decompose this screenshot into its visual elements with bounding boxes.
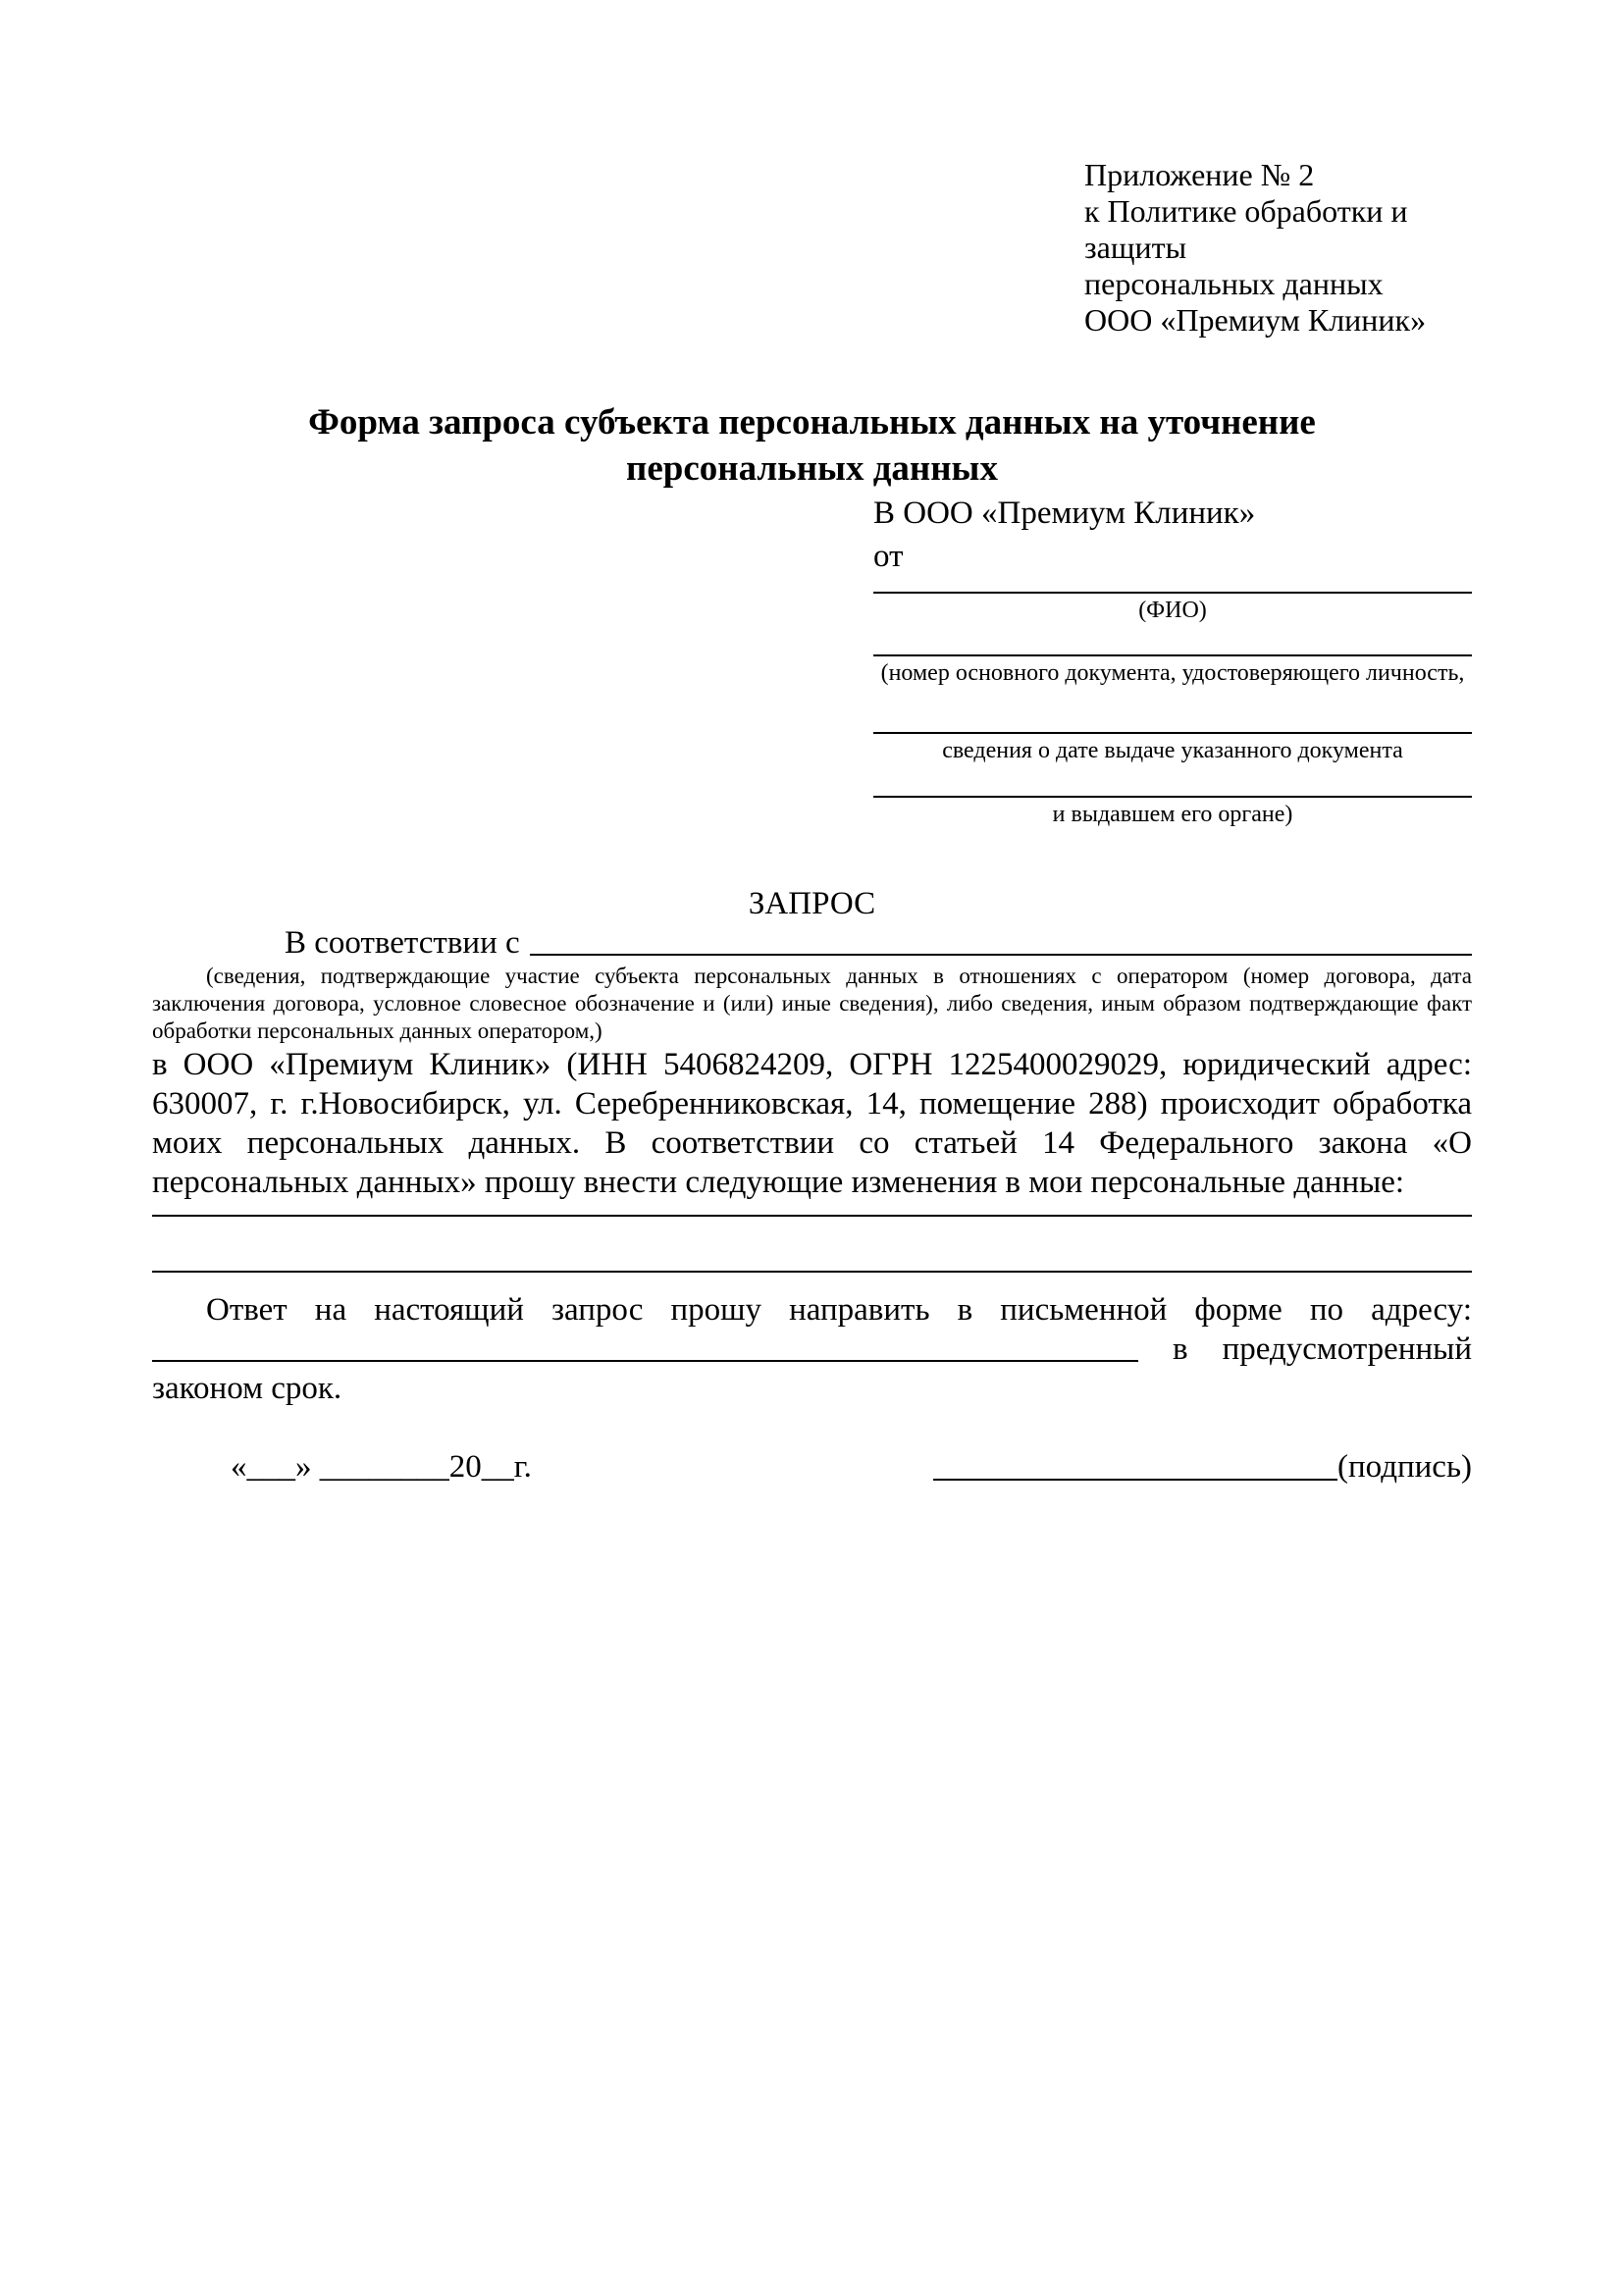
appendix-line: персональных данных (1084, 266, 1384, 301)
appendix-header (1084, 157, 1472, 339)
appendix-line: к Политике обработки и защиты (1084, 193, 1408, 265)
fio-field-caption: (ФИО) (1138, 598, 1207, 623)
response-paragraph-line1: Ответ на настоящий запрос прошу направить в письменной форме по адресу: (206, 1292, 1472, 1328)
appendix-line: Приложение № 2 (1084, 157, 1315, 192)
accordance-blank-line (530, 923, 1472, 956)
signature-group (933, 1447, 1472, 1487)
response-word: в (1173, 1331, 1188, 1367)
response-paragraph-line3: законом срок. (152, 1371, 342, 1406)
signature-caption: (подпись) (1337, 1449, 1472, 1485)
issuing-authority-field-caption: и выдавшем его органе) (1052, 802, 1293, 827)
response-word: предусмотренный (1222, 1331, 1472, 1367)
changes-blank-line-1 (152, 1215, 1472, 1217)
addressee-from-label: от (873, 539, 904, 574)
body-paragraph: в ООО «Премиум Клиник» (ИНН 5406824209, ОГРН 1225400029029, юридический адрес: 630007, г. г.Новосибирск, ул. Серебренниковская, 14, помещение 288) происходит обработка моих персональных данных. В соответствии со статьей 14 Федерального закона «О персональных данных» прошу внести следующие изменения в мои персональные данные: (152, 1047, 1472, 1200)
changes-blank-line-2 (152, 1271, 1472, 1273)
date-line: «___» ________20__г. (231, 1449, 532, 1485)
document-title (152, 399, 1472, 492)
issue-date-field-line (873, 732, 1472, 734)
document-title-line: персональных данных (626, 448, 998, 489)
accordance-label: В соответствии с (285, 925, 520, 961)
accordance-note: (сведения, подтверждающие участие субъекта персональных данных в отношениях с оператором (номер договора, дата заключения договора, условное словесное обозначение и (или) иные сведения), либо сведения, иным образом подтверждающие факт обработки персональных данных оператором,) (152, 964, 1472, 1043)
address-blank-line (152, 1360, 1138, 1362)
date-signature-row (152, 1447, 1472, 1487)
addressee-to: В ООО «Премиум Клиник» (873, 496, 1256, 531)
addressee-block (873, 492, 1472, 828)
request-heading: ЗАПРОС (748, 886, 876, 921)
issuing-authority-field-line (873, 796, 1472, 798)
document-number-field-line (873, 654, 1472, 656)
issue-date-field-caption: сведения о дате выдаче указанного документа (942, 738, 1403, 763)
document-title-line: Форма запроса субъекта персональных данных на уточнение (308, 402, 1316, 443)
appendix-line: ООО «Премиум Клиник» (1084, 302, 1427, 338)
signature-blank-line (933, 1479, 1337, 1481)
fio-field-line (873, 592, 1472, 594)
response-paragraph-line2 (152, 1330, 1472, 1369)
accordance-row (152, 923, 1472, 963)
document-number-field-caption: (номер основного документа, удостоверяющего личность, (880, 660, 1465, 686)
